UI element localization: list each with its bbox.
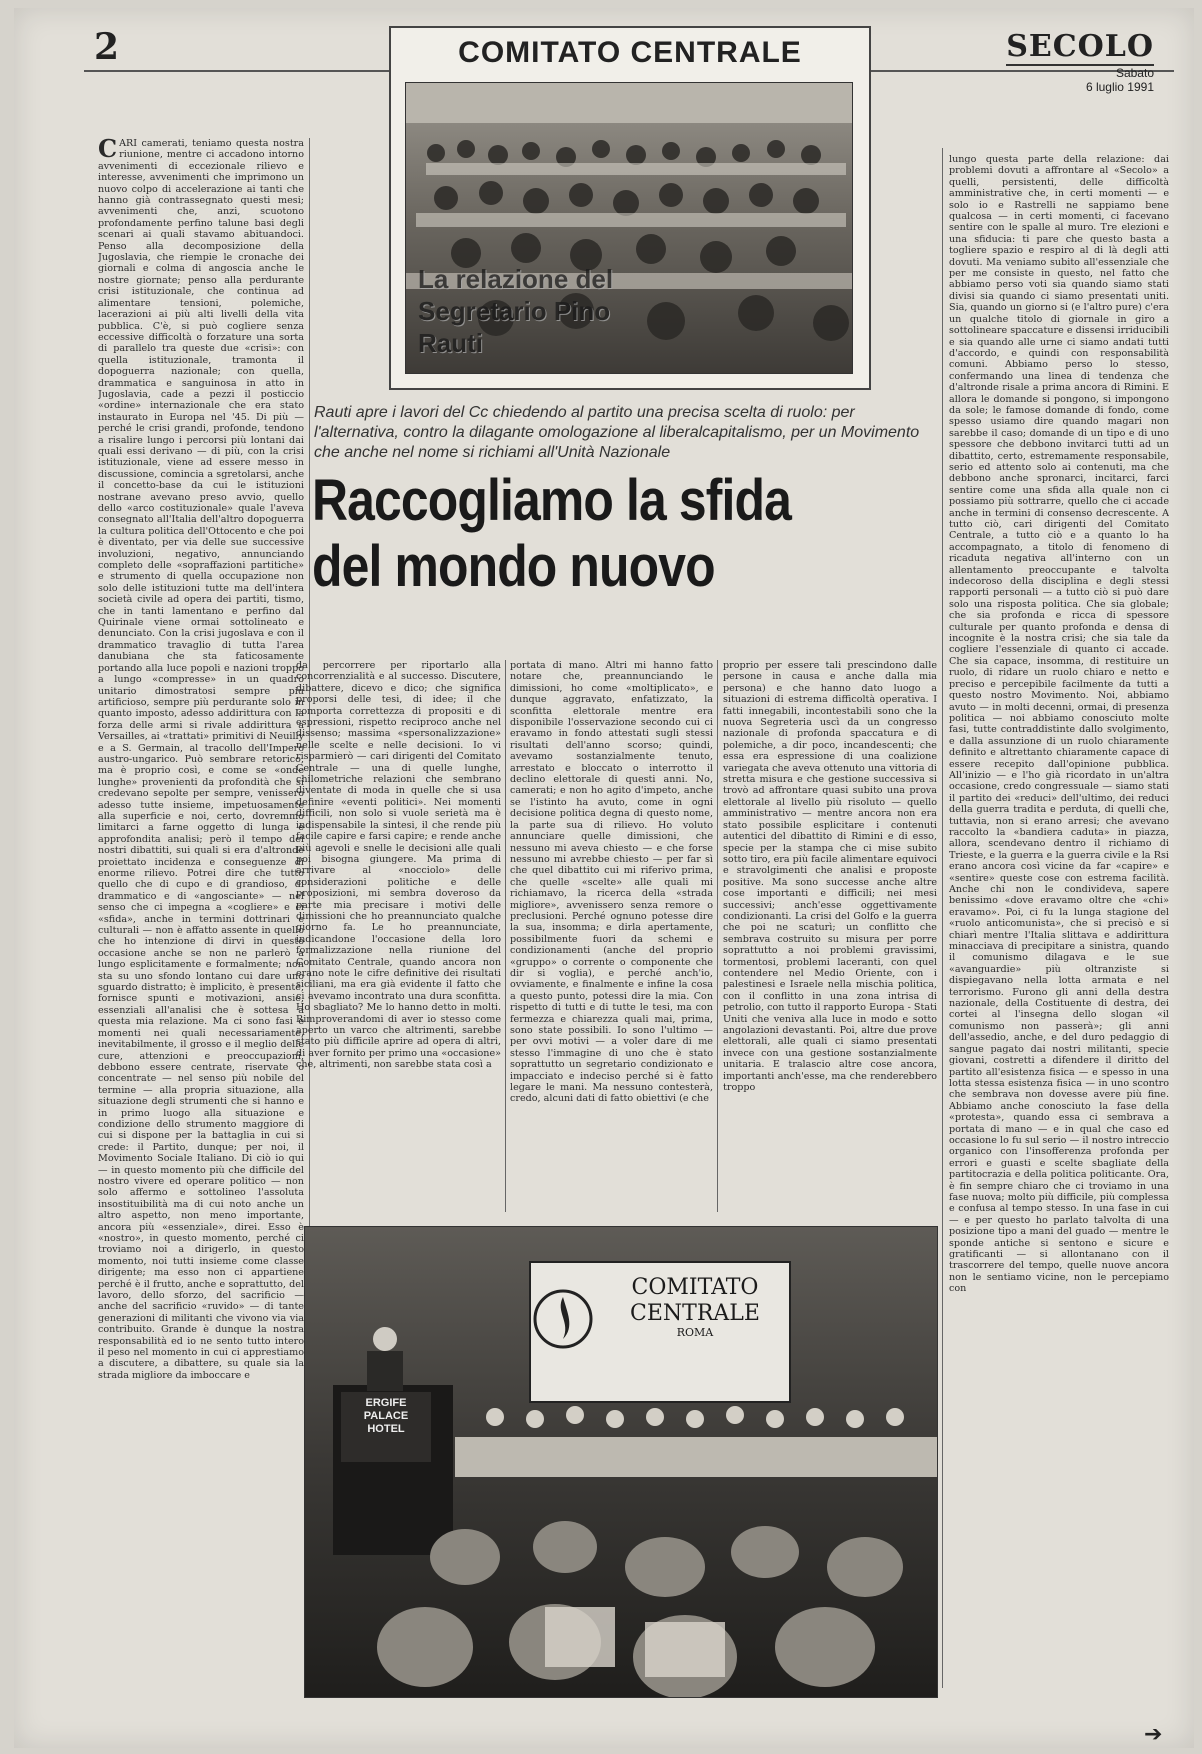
banner-line-1: COMITATO [631,1275,759,1300]
masthead-date: 6 luglio 1991 [1085,80,1154,94]
column-divider [717,660,718,1212]
masthead [1006,30,1154,94]
article-column-3: portata di mano. Altri mi hanno fatto notare che, preannunciando le dimissioni, ho come «moltiplicato», e dunque aggravato, enfatizzato, la sconfitta elettorale mentre era disponibile l'osservazione secondo cui ci eravamo in fondo attestati sugli stessi risultati dell'anno scorso; quindi, avevamo sostanzialmente tenuto, arrestato e bloccato o interrotto il declino elettorale di questi anni. No, camerati; e non ho agito d'impeto, anche se l'istinto ha avuto, come in ogni decisione politica degna di questo nome, la parte sua di rilievo. Ho voluto annunciare quelle dimissioni, che nessuno mi aveva chiesto — e che forse nessuno mi avrebbe chiesto — per far sì che quel dibattito cui mi riferivo prima, che quelle «scelte» alle quali mi richiamavo, la ricerca della «strada migliore», avvenissero senza remore o preclusioni. Perché ognuno potesse dire la sua, insomma; e dirla apertamente, possibilmente fuori da schemi e condizionamenti (anche del proprio «gruppo» o corrente o componente che dir si voglia), e perché anch'io, ovviamente, e finalmente e infine la cosa a questo punto, potessi dire la mia. Con rispetto di tutti e di tutte le tesi, ma con fermezza e chiarezza quali mai, prima, sono state possibili. Io sono l'ultimo — per ovvi motivi — a voler dare di me stesso l'immagine di uno che è stato soprattutto un segretario condizionato e impacciato e indeciso perché si è fatto legare le mani. Ma nessuno contesterà, credo, alcuni dati di fatto obiettivi (e che [510,660,713,1105]
committee-photo [304,1226,938,1698]
article-headline: Raccogliamo la sfida del mondo nuovo [312,468,792,599]
continue-arrow-icon: ➔ [1144,1722,1163,1747]
page-number: 2 [94,26,120,68]
podium-sign [343,1397,429,1436]
podium-line-1: ERGIFE [365,1397,407,1409]
masthead-name: SECOLO [1006,29,1154,64]
section-header-box [389,26,871,390]
photo-overlay-caption: La relazione del Segretario Pino Rauti [418,264,614,358]
article-column-1-text: ARI camerati, teniamo questa nostra riunione, mentre ci accadono intorno avvenimenti di eccezionale rilievo e interesse, avvenimenti che imprimono un nuovo colpo di accelerazione ai tanti che hanno già contrassegnato questi mesi; avvenimenti che, anzi, scuotono profondamente perfino talune basi degli scenari ai quali stavamo abituandoci. Penso alla decomposizione della Jugoslavia, che riempie le cronache dei giornali e colma di angoscia anche le nostre giornate; penso alla perdurante crisi istituzionale, che continua ad alimentare tensioni, polemiche, lacerazioni ai più alti livelli della vita pubblica. C'è, si può cogliere senza eccessive difficoltà o forzature una sorta di parallelo tra queste due «crisi»: con quella istituzionale, tramonta il dopoguerra nazionale; con quella, drammatica e sanguinosa in atto in Jugoslavia, cade a pezzi il posticcio «ordine» internazionale che era stato instaurato in Europa nel '45. Di più — perché le crisi grandi, profonde, tendono a risalire lungo i percorsi più lontani dai quali essi derivano — di più, con la crisi istituzionale, viene ad essere messo in discussione, comincia a sgretolarsi, anche il concetto-base da cui le istituzioni nostrane avevano preso avvio, quello dello «arco costituzionale» quale l'aveva consegnato all'Italia dell'altro dopoguerra la cultura politica dell'Ottocento e che poi è diventato, per via delle sue successive involuzioni, negativo, annunciando completo delle «sopraffazioni partitiche» e strumento di quella occupazione non solo delle istituzioni tutte ma dell'intera società civile ad opera dei partiti, tismo, che in tanti lamentano e perfino dal Quirinale viene ormai sottolineato e denunciato. Con la crisi jugoslava e con il drammatico travaglio di tutta l'area danubiana che sta faticosamente portando alla luce popoli e nazioni troppo a lungo «compresse» in un quadro unitario dimostratosi sempre più artificioso, sempre più perdurante solo in quanto imposto, adesso addirittura con la forza delle armi si rivale addirittura a Versailles, ai «trattati» primitivi di Neuilly e a S. Germain, al tracollo dell'Impero austro-ungarico. Può sembrare retorico, ma è proprio così, e come se «onde lunghe» provenienti da profondità che si credevano sepolte per sempre, venissero adesso tutte insieme, impetuosamente alla superficie e noi, certo, dovremmo limitarci a farne oggetto di lunga e approfondita analisi; però il tempo dei nostri dibattiti, sui quali si era d'altronde proiettato incidenza e conseguenze di enorme rilievo. Potrei dire che tutto quello che di cupo e di grandioso, di drammatico e di «angosciante» — nel senso che ci impegna a «cogliere» e ci «sfida», anche in termini dottrinari e culturali — non è affatto assente in quello che ho intenzione di dirvi in questo occasione anche se non ne parlerò a lungo esplicitamente e formalmente; non sta su uno sfondo lontano cui dare uno sguardo distratto; è implicito, è presente, fornisce spunti e motivazioni, ansie, essenziali all'analisi che è sottesa a questa mia relazione. Ma ci sono fasi e momenti nei quali necessariamente, inevitabilmente, il grosso e il meglio delle cure, attenzioni e preoccupazioni, debbono essere centrate, riservate o concentrate — nel senso più nobile del termine — alla propria situazione, alla situazione degli strumenti che si hanno e in primo luogo alla situazione e condizione dello strumento maggiore di cui si dispone per la battaglia in cui si crede: il Partito, dunque; per noi, il Movimento Sociale Italiano. Di ciò io qui — in questo momento più che difficile del nostro vivere ed operare politico — non solo affermo e sottolineo l'assoluta insostituibilità ma di cui noto anche un altro aspetto, non meno importante, ancora più «essenziale», direi. Esso è «nostro», in questo momento, perché ci troviamo noi a dirigerlo, in questo momento, noi tutti insieme come classe dirigente; ma esso non ci appartiene perché è il frutto, anche e soprattutto, del lavoro, dello sforzo, del sacrificio — anche del sacrificio «ruvido» — di tante generazioni di militanti che vivono via via contribuito. Grande è dunque la nostra responsabilità ed io ne sento tutto intero il peso nel momento in cui ci apprestiamo a discutere, a dibattere, su quale sia la strada migliore da imboccare e [98,138,304,1381]
masthead-day: Sabato [1115,66,1154,80]
banner-line-3: ROMA [676,1326,714,1339]
article-column-2: da percorrere per riportarlo alla concorrenzialità e al successo. Discutere, dibattere, dicevo e dico; che significa proporsi delle tesi, di idee; il che comporta correttezza di propositi e di espressioni, rispetto reciproco anche nel dissenso; massima «spersonalizzazione» nelle scelte e nelle decisioni. Io vi risparmierò — cari dirigenti del Comitato Centrale — una di quelle lunghe, chilometriche relazioni che sembrano diventate di moda in quelle che si usa definire «eventi politici». Nei momenti difficili, non solo si vuole serietà ma è indispensabile la sintesi, il che rende più facile capire e farsi capire; e rende anche più agevoli e snelle le decisioni alle quali poi bisogna giungere. Ma prima di arrivare al «nocciolo» delle considerazioni politiche e delle proposizioni, mi sembra doveroso da parte mia precisare i motivi delle dimissioni che ho preannunciato qualche giorno fa. Le ho preannunciate, indicandone l'occasione della loro formalizzazione nella riunione del Comitato Centrale, quando ancora non erano note le cifre definitive dei risultati siciliani, ma era già evidente il fatto che ci avevamo incontrato una dura sconfitta. Ho sbagliato? Me lo hanno detto in molti. Rimproverandomi di aver io stesso come aperto un varco che altrimenti, sarebbe stato più difficile aprire ad opera di altri, di aver fornito per primo una «occasione» che, altrimenti, non sarebbe stata così a [296,660,501,1071]
column-divider [942,148,943,1688]
article-column-1 [98,138,304,1676]
article-column-4: proprio per essere tali prescindono dalle persone in causa e anche dalla mia persona) e che hanno dato luogo a situazioni di estrema difficoltà operativa. I fatti innegabili, incontestabili sono che la nuova Segreteria uscì da un congresso nazionale di profonda spaccatura e di polemiche, a dir poco, incandescenti; che essa era espressione di una coalizione variegata che aveva ottenuto una vittoria di stretta misura e che gestione successiva si trovò ad affrontare quasi subito una prova elettorale al livello più risoluto — quello amministrativo — mentre ancora non era stato possibile esplicitare i contenuti autentici del dibattito di Rimini e di esso, specie per la stampa che ci mise subito sotto tiro, era più facile alimentare equivoci e stravolgimenti che analisi e proposte positive. Ma sono successe anche altre cose importanti e difficili; nei mesi successivi; anch'esse oggettivamente condizionanti. La crisi del Golfo e la guerra che poi ne scaturì; un conflitto che sembrava costruito su misura per porre soprattutto a noi problemi gravissimi, tormentosi, problemi laceranti, con quel contendere nel Medio Oriente, con i palestinesi e Israele nella mischia politica, con il conflitto in una zona intrisa di petrolio, con tutto il rapporto Europa - Stati Uniti che veniva alla luce in modo e sotto angolazioni devastanti. Poi, altre due prove elettorali, alle quali ci siamo presentati invece con una gestione sostanzialmente unitaria. E tralascio altre cose ancora, importanti anch'esse, ma che renderebbero troppo [723,660,937,1094]
podium-line-3: HOTEL [367,1423,405,1435]
banner-line-2: CENTRALE [630,1301,760,1326]
banner-text [605,1275,785,1339]
article-kicker: Rauti apre i lavori del Cc chiedendo al partito una precisa scelta di ruolo: per l'alternativa, contro la dilagante omologazione al liberalcapitalismo, per un Movimento che anche nel nome si richiami all'Unità Nazionale [314,404,920,461]
podium-line-2: PALACE [363,1410,409,1422]
article-column-5: lungo questa parte della relazione: dai problemi dovuti a affrontare al «Secolo» a quelli, persistenti, delle difficoltà amministrative che, in certi momenti — e solo io e Rastrelli ne sappiamo bene qualcosa — in certi momenti, ci facevano sentire con le spalle al muro. Tre elezioni e una sfiducia: ti pare che questo basta a togliere spazio e respiro al di là degli atti dovuti. Ma veniamo subito all'essenziale che per me consiste in questo, nel fatto che abbiamo perso voti sia quando siamo stati divisi sia quando ci siamo presentati uniti. Sia, quando un giorno si (e l'altro pure) c'era un qualche titolo di giornale in giro a sottolineare spaccature e dissensi irriducibili e sia quando alle urne ci siamo andati tutti d'accordo, e quindi con responsabilità comuni. Abbiamo perso lo stesso, confermando una linea di tendenza che d'altronde risale a prima ancora di Rimini. E allora le domande si pongono, si impongono da sole; le famose domande di fondo, come spesso usiamo dire quando magari non sarebbe il caso; domande di un tipo e di uno spessore che debbono invitarci tutti ad un dibattito, certo, estremamente responsabile, serio ed attento solo ai contenuti, ma che debbono anche spronarci, incitarci, farci sentire come una sfida alla quale non ci possiamo più sottrarre, quello che ci accade anche in termini di consenso decrescente. A tutto ciò, cari dirigenti del Comitato Centrale, a tutto ciò e a quanto lo ha accompagnato, a titolo di fenomeno di ricaduta negativa all'interno con un allentamento preoccupante e talvolta indecoroso della disciplina e degli stessi rapporti personali — a tutto ciò si può dare solo una risposta politica. Che sia globale; che sia profonda e ricca di spessore culturale per quanto profonda e densa di incognite è la nostra crisi; che sia tale da cogliere l'essenziale di quanto ci accade. Che sia capace, insomma, di restituire un ruolo, di ridare un ruolo chiaro e netto e preciso e percepibile facilmente da tutti a questo nostro Movimento. Noi, abbiamo avuto — in molti decenni, ormai, di presenza politica — noi abbiamo conosciuto molte fasi, tutte contraddistinte dallo svolgimento, e dalla assunzione di un ruolo chiaramente definito e altrettanto chiaramente capace di essere recepito dall'opinione pubblica. All'inizio — e l'ho già ricordato in un'altra occasione, credo congressuale — siamo stati il partito dei «reduci» dell'ultimo, dei reduci della guerra tradita e perduta, di quelli che, tuttavia, non si erano arresi; che avevano raccolto la «bandiera caduta» in piazza, allora, scendevano dentro il richiamo di Trieste, e la guerra e la guerra civile e la Rsi erano ancora così vicine da far «capire» e «sentire» queste cose con estrema facilità. Anche chi non le condivideva, sapere benissimo «dove eravamo oltre che «chi» eravamo». Poi, ci fu la lunga stagione del «ruolo anticomunista», che si precisò e si chiarì mentre l'Italia slittava e addirittura minacciava di precipitare a sinistra, quando il comunismo dilagava e le sue «avanguardie» più oltranziste si dispiegavano nella lotta armata e nel terrorismo. Furono gli anni della destra nazionale, della Costituente di destra, dei cortei al l'insegna dello slogan «il comunismo non passerà»; gli anni dell'assedio, anche, e del duro pedaggio di sangue pagato dai nostri militanti, specie giovani, costretti a difendere il diritto del partito all'esistenza fisica — e spesso in una lotta stessa esistenza fisica — in uno scontro che sembrava non dovesse avere più fine. Abbiamo anche conosciuto la fase della «protesta», quando essa ci sembrava a portata di mano — e in qual che caso ed occasione lo fu sul serio — il nostro intreccio organico con l'insofferenza profonda per errori e guasti e scelte sbagliate della partitocrazia e della politica politicante. Ora, è fin sempre chiaro che ci troviamo in una fase nuova; molto più difficile, più complessa e confusa al tempo stesso. In una fase in cui — e per questo ho parlato talvolta di una posizione tipo a mani del guado — mentre le sponde antiche si sentono e sicure e gratificanti — si allontanano con il trascorrere del tempo, quelle nuove ancora non le sentiamo vicine, non le percepiamo con [949,154,1169,1295]
column-divider [505,660,506,1212]
audience-photo [405,82,853,374]
dropcap: C [98,138,118,163]
newspaper-page [14,8,1194,1748]
section-title: COMITATO CENTRALE [458,36,802,69]
